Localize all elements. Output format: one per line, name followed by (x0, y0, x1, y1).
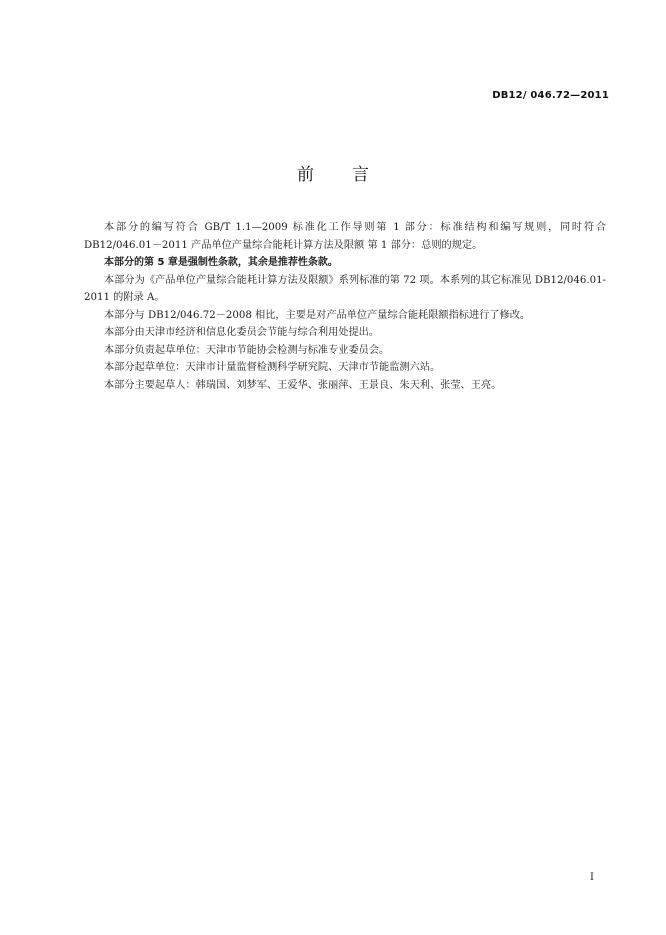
paragraph-responsible-unit: 本部分负责起草单位：天津市节能协会检测与标准专业委员会。 (104, 344, 390, 356)
paragraph-proposer: 本部分由天津市经济和信息化委员会节能与综合利用处提出。 (104, 327, 380, 338)
paragraph-drafting-units: 本部分起草单位：天津市计量监督检测科学研究院、天津市节能监测六站。 (104, 362, 441, 373)
paragraph-drafting-rules: 本部分的编写符合 GB/T 1.1—2009 标准化工作导则第 1 部分：标准结构和编写规则，同时符合 DB12/046.01－2011 产品单位产量综合能耗计算方法及限额 第 1 部分：总则的规定。 (84, 222, 606, 251)
document-code: DB12/ 046.72—2011 (492, 90, 609, 101)
paragraph-revision: 本部分与 DB12/046.72－2008 相比，主要是对产品单位产量综合能耗限额指标进行了修改。 (104, 309, 531, 321)
page-title: 前言 (297, 165, 407, 185)
paragraph-drafters: 本部分主要起草人：韩瑞国、刘梦军、王爱华、张丽萍、王景良、朱天利、张莹、王亮。 (104, 379, 502, 391)
foreword-body (84, 219, 606, 394)
paragraph-series-info: 本部分为《产品单位产量综合能耗计算方法及限额》系列标准的第 72 项。本系列的其它标准见 DB12/046.01-2011 的附录 A。 (84, 274, 606, 303)
page-number: I (590, 872, 594, 883)
paragraph-mandatory-clause: 本部分的第 5 章是强制性条款，其余是推荐性条款。 (104, 257, 338, 268)
